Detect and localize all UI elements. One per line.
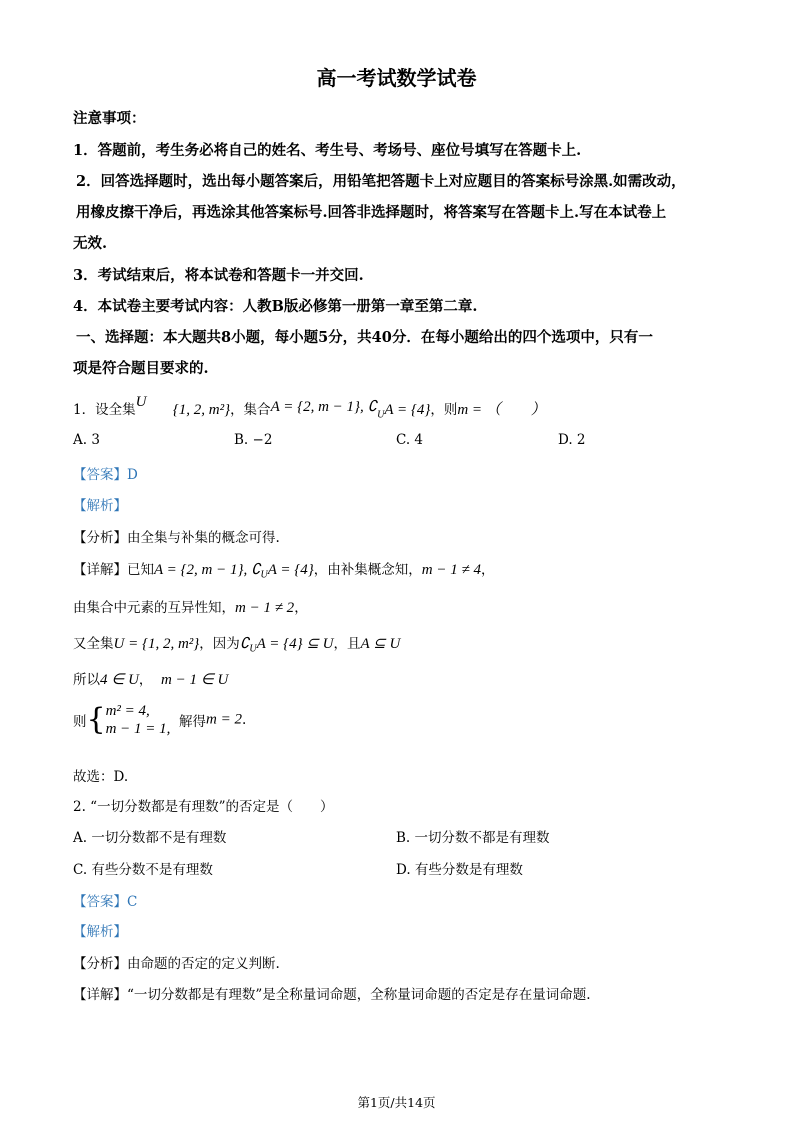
detail-2: 【详解】“一切分数都是有理数”是全称量词命题，全称量词命题的否定是存在量词命题.: [73, 987, 591, 1003]
question-2-stem: 2. “一切分数都是有理数”的否定是（ ）: [73, 799, 334, 815]
answer-2: 【答案】C: [73, 894, 138, 910]
final-answer-1: 故选：D.: [73, 769, 129, 785]
jiexi-label: 【解析】: [73, 924, 127, 940]
notice-item: 4．本试卷主要考试内容：人教B版必修第一册第一章至第二章.: [73, 298, 478, 315]
detail-1-line1: 【详解】已知A = {2, m − 1}, $∁_UA = \{4\}$，由补集概念知，m − 1 ≠ 4，: [73, 562, 495, 581]
detail-1-line3: 又全集U = {1, 2, m²}，因为$∁_UA = \{4\}$ ⊆ U，且A ⊆ U: [73, 636, 401, 655]
notice-heading: 注意事项：: [73, 110, 146, 127]
detail-1-line4: 所以4 ∈ U， m − 1 ∈ U: [73, 672, 229, 688]
notice-item: 3．考试结束后，将本试卷和答题卡一并交回.: [73, 267, 364, 284]
section-heading: 一、选择题：本大题共8小题，每小题5分，共40分．在每小题给出的四个选项中，只有一: [76, 329, 653, 346]
notice-item: 用橡皮擦干净后，再选涂其他答案标号.回答非选择题时，将答案写在答题卡上.写在本试卷上: [76, 204, 667, 221]
notice-item: 2．回答选择题时，选出每小题答案后，用铅笔把答题卡上对应题目的答案标号涂黑.如需改动，: [76, 173, 686, 190]
option-d: D. 2: [558, 432, 586, 448]
answer-1: 【答案】D: [73, 467, 138, 483]
option-a: A. 3: [73, 432, 100, 448]
option-c: C. 4: [396, 432, 424, 448]
jiexi-label: 【解析】: [73, 498, 127, 514]
question-1-stem: 1．设全集U {1, 2, m²}，集合A = {2, m − 1}, $∁_UA = \{4\}$，则m = （ ）: [73, 394, 546, 421]
page-footer: 第1页/共14页: [357, 1095, 436, 1110]
left-brace: {: [86, 702, 106, 737]
page-title: 高一考试数学试卷: [316, 66, 477, 90]
option-d: D. 有些分数是有理数: [396, 862, 523, 878]
analysis-2: 【分析】由命题的否定的定义判断.: [73, 956, 280, 972]
analysis-1: 【分析】由全集与补集的概念可得.: [73, 530, 280, 546]
detail-1-system: 则{ m² = 4, m − 1 = 1, 解得m = 2.: [73, 702, 247, 737]
option-b: B. −2: [234, 432, 273, 448]
detail-1-line2: 由集合中元素的互异性知，m − 1 ≠ 2，: [73, 600, 308, 616]
section-heading-cont: 项是符合题目要求的.: [73, 360, 209, 377]
option-a: A. 一切分数都不是有理数: [73, 830, 227, 846]
notice-item: 无效.: [73, 235, 108, 252]
option-c: C. 有些分数不是有理数: [73, 862, 213, 878]
notice-item: 1．答题前，考生务必将自己的姓名、考生号、考场号、座位号填写在答题卡上.: [73, 142, 582, 159]
option-b: B. 一切分数不都是有理数: [396, 830, 550, 846]
